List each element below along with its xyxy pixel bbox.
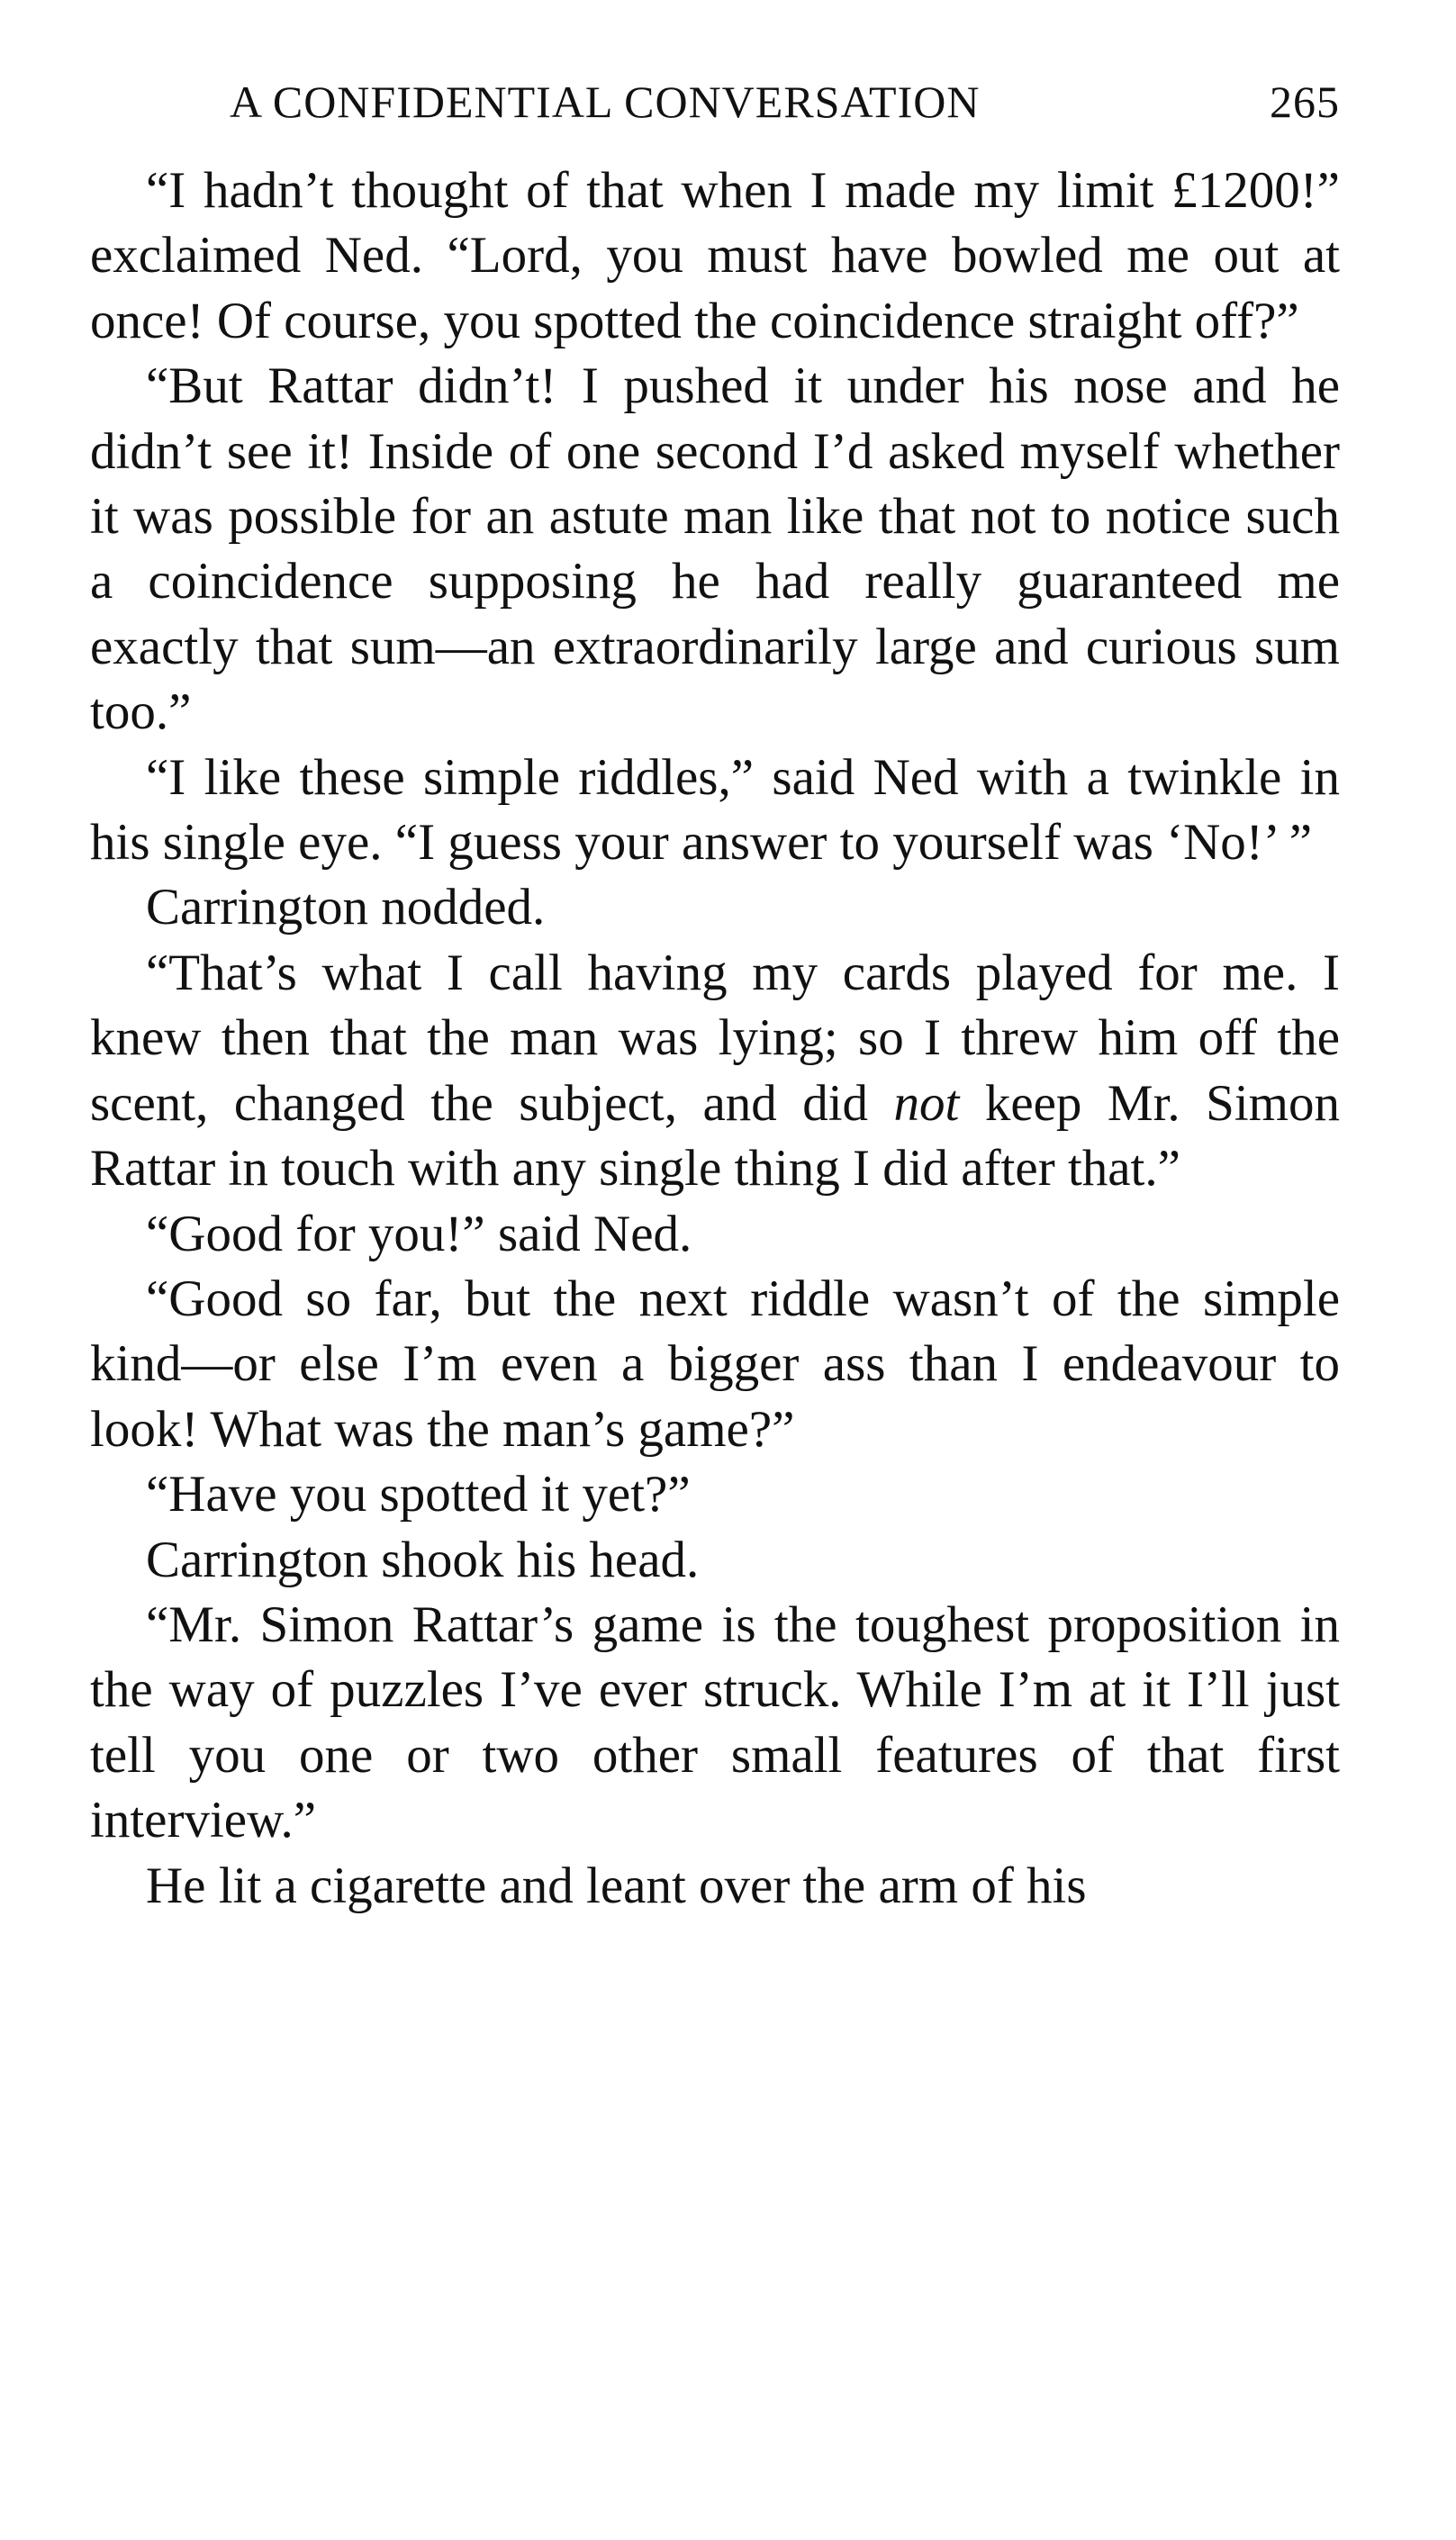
paragraph: “Mr. Simon Rattar’s game is the toughest proposition in the way of puzzles I’ve ever struck. While I’m at it I’ll just tell you one or two other small features of that first interview.” [90,1595,1340,1849]
emphasis-text: not [893,1074,960,1132]
page-number: 265 [1270,77,1340,127]
paragraph: “Have you spotted it yet?” [146,1466,691,1523]
chapter-title: A CONFIDENTIAL CONVERSATION [230,77,981,127]
paragraph-text: keep Mr. Simon Rattar in touch with any single thing I did after that.” [90,1074,1340,1198]
paragraph: “I hadn’t thought of that when I made my limit £1200!” exclaimed Ned. “Lord, you must have bowled me out at once! Of course, you spotted the coincidence straight off?” [90,162,1340,349]
paragraph: He lit a cigarette and leant over the arm of his [146,1857,1087,1914]
paragraph: “But Rattar didn’t! I pushed it under his nose and he didn’t see it! Inside of one second I’d asked myself whether it was possible for an astute man like that not to notice such a coincidence supposing he had really guaranteed me exactly that sum—an extraordinarily large and curious sum too.” [90,357,1340,741]
paragraph: “I like these simple riddles,” said Ned with a twinkle in his single eye. “I guess your answer to yourself was ‘No!’ ” [90,748,1340,872]
paragraph-text: “That’s what I call having my cards played for me. I knew then that the man was lying; so I threw him off the scent, changed the subject, and did [90,944,1340,1132]
body-text [90,158,1340,1919]
paragraph [90,941,1340,1202]
paragraph: Carrington shook his head. [146,1531,700,1588]
paragraph: “Good for you!” said Ned. [146,1205,692,1262]
paragraph: “Good so far, but the next riddle wasn’t of the simple kind—or else I’m even a bigger ass than I endeavour to look! What was the man’s game?” [90,1270,1340,1458]
paragraph: Carrington nodded. [146,879,546,936]
running-head [90,70,1340,133]
